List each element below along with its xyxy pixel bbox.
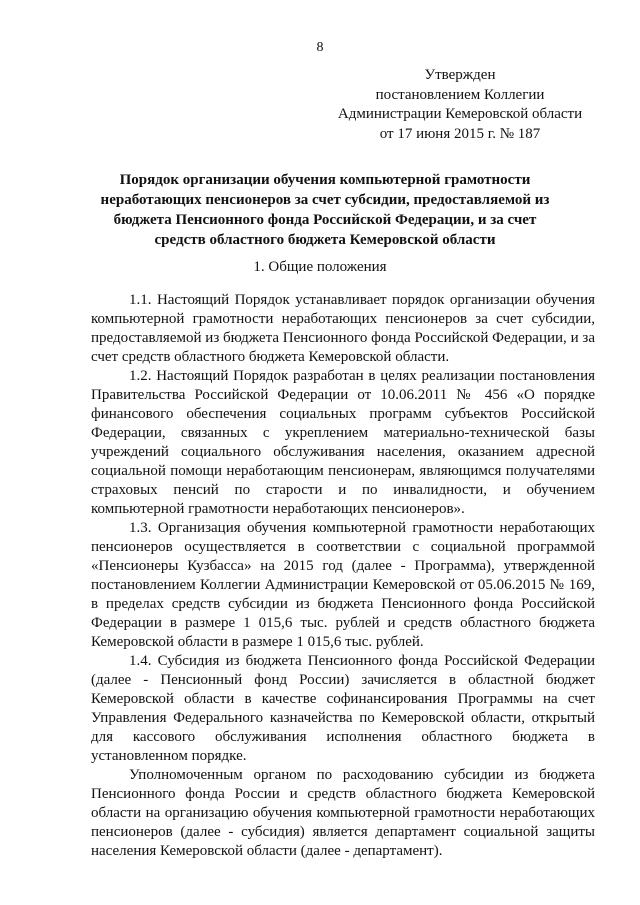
approval-line: постановлением Коллегии <box>375 86 545 103</box>
approval-block <box>330 66 590 144</box>
document-title: Порядок организации обучения компьютерной грамотности неработающих пенсионеров за счет субсидии, предоставляемой из бюджета Пенсионного фонда Российской Федерации, и за счет средств областного бюджета Кемеровской области <box>100 172 550 248</box>
paragraph: 1.4. Субсидия из бюджета Пенсионного фонда Российской Федерации (далее - Пенсионный фонд России) зачисляется в областной бюджет Кемеровской области в качестве софинансирования Программы на счет Управления Федерального казначейства по Кемеровской области, открытый для кассового обслуживания исполнения областного бюджета в установленном порядке. <box>91 653 595 764</box>
approval-line: от 17 июня 2015 г. № 187 <box>379 125 541 142</box>
paragraph: 1.1. Настоящий Порядок устанавливает порядок организации обучения компьютерной грамотности неработающих пенсионеров за счет субсидии, предоставляемой из бюджета Пенсионного фонда Российской Федерации, и за счет средств областного бюджета Кемеровской области. <box>91 292 595 365</box>
document-body <box>91 291 595 861</box>
paragraph: 1.3. Организация обучения компьютерной грамотности неработающих пенсионеров осуществляется в соответствии с социальной программой «Пенсионеры Кузбасса» на 2015 год (далее - Программа), утвержденной постановлением Коллегии Администрации Кемеровской от 05.06.2015 № 169, в пределах средств субсидии из бюджета Пенсионного фонда Российской Федерации в размере 1 015,6 тыс. рублей и средств областного бюджета Кемеровской области в размере 1 015,6 тыс. рублей. <box>91 520 595 650</box>
approval-line: Администрации Кемеровской области <box>337 106 583 122</box>
approval-line: Утвержден <box>424 67 496 83</box>
paragraph: Уполномоченным органом по расходованию субсидии из бюджета Пенсионного фонда России и средств областного бюджета Кемеровской области на организацию обучения компьютерной грамотности неработающих пенсионеров (далее - субсидия) является департамент социальной защиты населения Кемеровской области (далее - департамент). <box>91 767 595 859</box>
paragraph: 1.2. Настоящий Порядок разработан в целях реализации постановления Правительства Российской Федерации от 10.06.2011 № 456 «О порядке финансового обеспечения социальных программ субъектов Российской Федерации, связанных с укреплением материально-технической базы учреждений социального обслуживания населения, оказанием адресной социальной помощи неработающим пенсионерам, являющимся получателями страховых пенсий по старости и по инвалидности, и обучением компьютерной грамотности неработающих пенсионеров». <box>91 368 595 517</box>
page-number: 8 <box>316 40 324 55</box>
section-heading: 1. Общие положения <box>253 259 387 275</box>
